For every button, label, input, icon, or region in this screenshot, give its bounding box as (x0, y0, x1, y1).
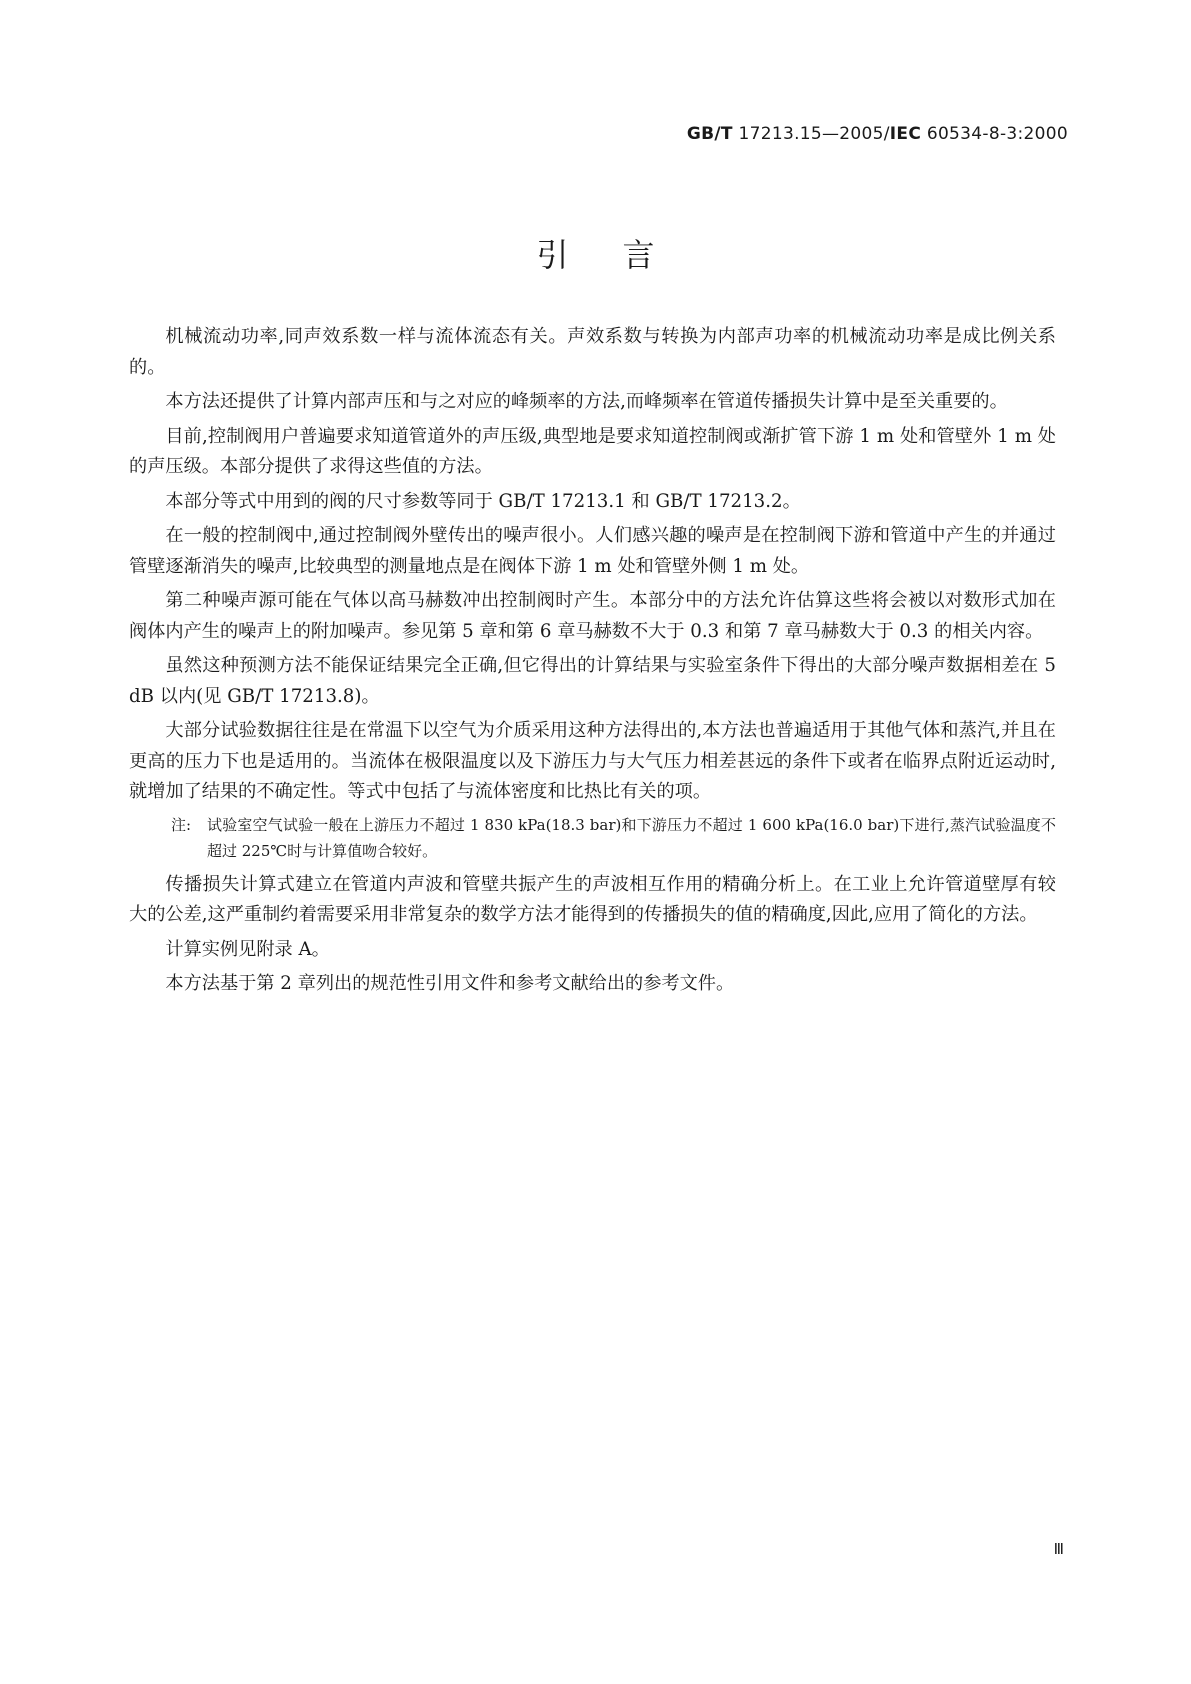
standard-prefix-iec: IEC (889, 124, 922, 144)
page-title: 引言 (536, 236, 709, 274)
body-content (129, 322, 1056, 1004)
paragraph: 机械流动功率,同声效系数一样与流体流态有关。声效系数与转换为内部声功率的机械流动功率是成比例关系的。 (129, 326, 1056, 378)
paragraph: 本部分等式中用到的阀的尺寸参数等同于 GB/T 17213.1 和 GB/T 17213.2。 (165, 490, 801, 512)
document-header (687, 124, 1068, 144)
paragraph: 第二种噪声源可能在气体以高马赫数冲出控制阀时产生。本部分中的方法允许估算这些将会被以对数形式加在阀体内产生的噪声上的附加噪声。参见第 5 章和第 6 章马赫数不大于 0.3 和第 7 章马赫数大于 0.3 的相关内容。 (129, 590, 1056, 642)
paragraph: 大部分试验数据往往是在常温下以空气为介质采用这种方法得出的,本方法也普遍适用于其他气体和蒸汽,并且在更高的压力下也是适用的。当流体在极限温度以及下游压力与大气压力相差甚远的条件下或者在临界点附近运动时,就增加了结果的不确定性。等式中包括了与流体密度和比热比有关的项。 (129, 720, 1056, 802)
note-label: 注: (171, 815, 192, 834)
note-text: 试验室空气试验一般在上游压力不超过 1 830 kPa(18.3 bar)和下游压力不超过 1 600 kPa(16.0 bar)下进行,蒸汽试验温度不超过 225℃时与计算值吻合较好。 (207, 815, 1056, 860)
paragraph: 传播损失计算式建立在管道内声波和管壁共振产生的声波相互作用的精确分析上。在工业上允许管道壁厚有较大的公差,这严重制约着需要采用非常复杂的数学方法才能得到的传播损失的值的精确度,因此,应用了简化的方法。 (129, 873, 1056, 925)
standard-prefix-gbt: GB/T (686, 124, 733, 144)
paragraph: 在一般的控制阀中,通过控制阀外壁传出的噪声很小。人们感兴趣的噪声是在控制阀下游和管道中产生的并通过管壁逐渐消失的噪声,比较典型的测量地点是在阀体下游 1 m 处和管壁外侧 1 m 处。 (129, 525, 1056, 577)
paragraph: 虽然这种预测方法不能保证结果完全正确,但它得出的计算结果与实验室条件下得出的大部分噪声数据相差在 5 dB 以内(见 GB/T 17213.8)。 (129, 655, 1056, 707)
page-number: Ⅲ (1053, 1540, 1064, 1558)
paragraph: 目前,控制阀用户普遍要求知道管道外的声压级,典型地是要求知道控制阀或渐扩管下游 1 m 处和管壁外 1 m 处的声压级。本部分提供了求得这些值的方法。 (129, 425, 1056, 477)
standard-number-gbt: 17213.15—2005/ (732, 124, 890, 144)
paragraph: 本方法基于第 2 章列出的规范性引用文件和参考文献给出的参考文件。 (165, 973, 735, 994)
paragraph: 本方法还提供了计算内部声压和与之对应的峰频率的方法,而峰频率在管道传播损失计算中是至关重要的。 (165, 391, 1008, 412)
standard-number-iec: 60534-8-3:2000 (921, 124, 1068, 144)
paragraph: 计算实例见附录 A。 (165, 938, 330, 960)
note (129, 812, 1056, 864)
